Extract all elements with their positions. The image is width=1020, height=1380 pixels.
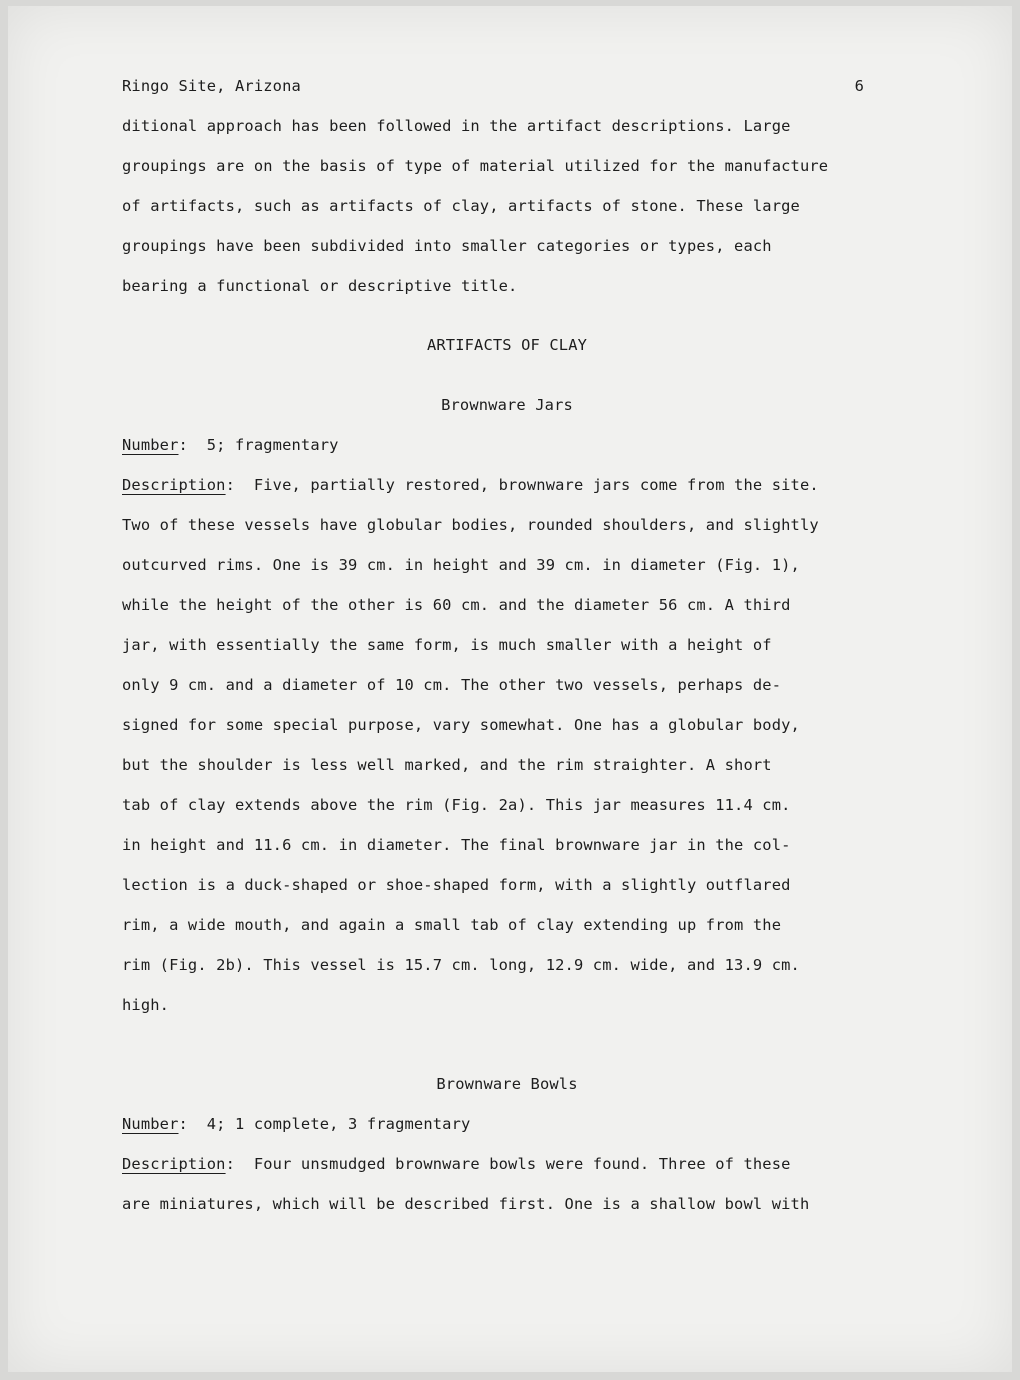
- jars-number-value: 5; fragmentary: [206, 436, 339, 454]
- bowls-number-line: Number: 4; 1 complete, 3 fragmentary: [122, 1115, 471, 1133]
- intro-line: ditional approach has been followed in the artifact descriptions. Large: [122, 117, 791, 135]
- intro-paragraph: [122, 106, 892, 306]
- section-heading: ARTIFACTS OF CLAY: [426, 336, 588, 354]
- intro-line: groupings are on the basis of type of material utilized for the manufacture: [122, 157, 829, 175]
- bowls-number-label: Number: [122, 1115, 179, 1133]
- page-header: [122, 66, 892, 106]
- jars-description-line: tab of clay extends above the rim (Fig. 2a). This jar measures 11.4 cm.: [122, 796, 791, 814]
- document-page: [8, 6, 1012, 1372]
- jars-description-first-text: Five, partially restored, brownware jars come from the site.: [253, 476, 819, 494]
- bowls-description-first-line: Description: Four unsmudged brownware bowls were found. Three of these: [122, 1155, 791, 1173]
- jars-description-label: Description: [122, 476, 226, 494]
- intro-line: bearing a functional or descriptive title.: [122, 277, 518, 295]
- bowls-number-value: 4; 1 complete, 3 fragmentary: [206, 1115, 471, 1133]
- bowls-description-line: are miniatures, which will be described first. One is a shallow bowl with: [122, 1195, 810, 1213]
- intro-line: of artifacts, such as artifacts of clay, artifacts of stone. These large: [122, 197, 800, 215]
- jars-description-line: in height and 11.6 cm. in diameter. The final brownware jar in the col-: [122, 836, 791, 854]
- page-content: [122, 66, 892, 1224]
- jars-heading: Brownware Jars: [441, 396, 573, 414]
- jars-description-line: rim, a wide mouth, and again a small tab of clay extending up from the: [122, 916, 782, 934]
- jars-description-line: while the height of the other is 60 cm. and the diameter 56 cm. A third: [122, 596, 791, 614]
- jars-description-line: jar, with essentially the same form, is much smaller with a height of: [122, 636, 772, 654]
- jars-number-line: Number: 5; fragmentary: [122, 436, 339, 454]
- jars-description-line: only 9 cm. and a diameter of 10 cm. The other two vessels, perhaps de-: [122, 676, 782, 694]
- jars-description: [122, 465, 892, 1025]
- jars-description-line: rim (Fig. 2b). This vessel is 15.7 cm. long, 12.9 cm. wide, and 13.9 cm.: [122, 956, 800, 974]
- bowls-description-label: Description: [122, 1155, 226, 1173]
- bowls-description: [122, 1144, 892, 1224]
- intro-line: groupings have been subdivided into smaller categories or types, each: [122, 237, 772, 255]
- jars-description-line: high.: [122, 996, 170, 1014]
- running-title: Ringo Site, Arizona: [122, 77, 301, 95]
- jars-description-line: outcurved rims. One is 39 cm. in height and 39 cm. in diameter (Fig. 1),: [122, 556, 800, 574]
- jars-description-first-line: Description: Five, partially restored, brownware jars come from the site.: [122, 476, 819, 494]
- jars-description-line: signed for some special purpose, vary somewhat. One has a globular body,: [122, 716, 800, 734]
- bowls-heading: Brownware Bowls: [436, 1075, 578, 1093]
- page-number: 6: [854, 77, 864, 95]
- jars-description-line: Two of these vessels have globular bodies, rounded shoulders, and slightly: [122, 516, 819, 534]
- jars-description-line: but the shoulder is less well marked, and the rim straighter. A short: [122, 756, 772, 774]
- jars-description-line: lection is a duck-shaped or shoe-shaped form, with a slightly outflared: [122, 876, 791, 894]
- jars-number-label: Number: [122, 436, 179, 454]
- bowls-description-first-text: Four unsmudged brownware bowls were found. Three of these: [253, 1155, 791, 1173]
